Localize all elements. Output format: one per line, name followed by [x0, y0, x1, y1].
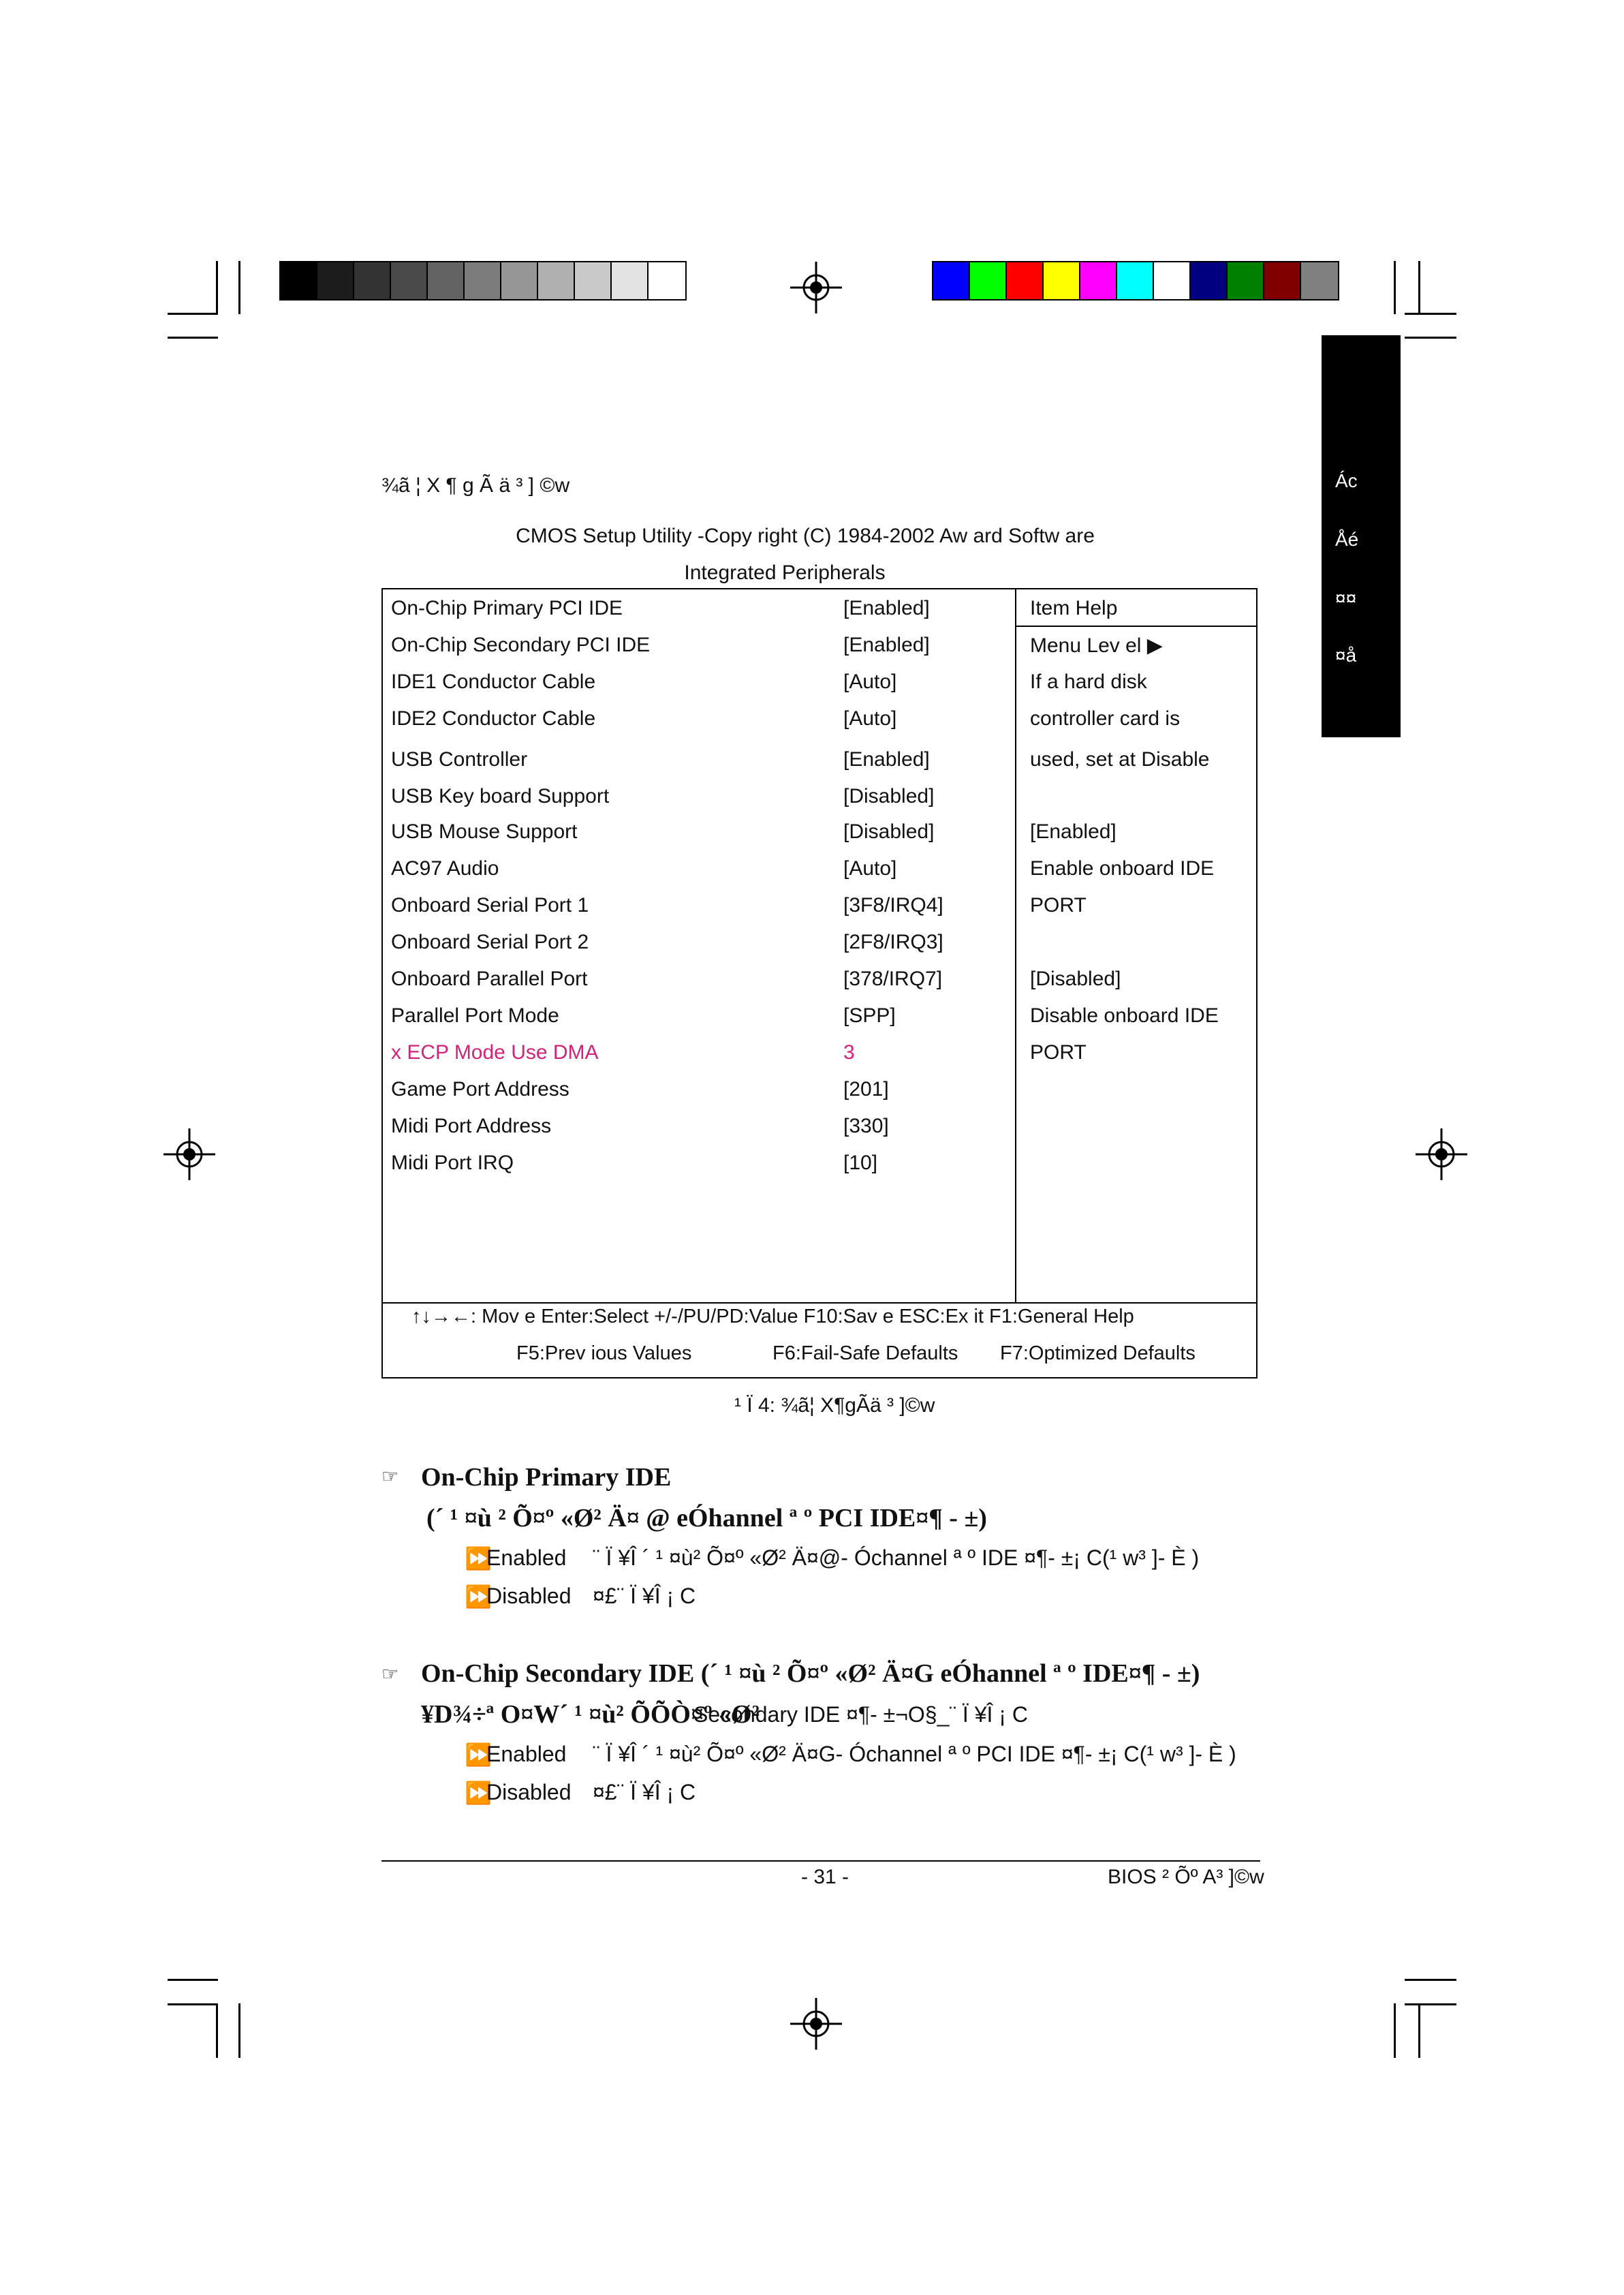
bios-item-value[interactable]: [201] [843, 1078, 889, 1100]
crop-mark [168, 1979, 218, 1981]
pointing-hand-icon: ☞ [381, 1466, 399, 1487]
registration-mark-icon [790, 1998, 842, 2050]
bios-item-label[interactable]: Onboard Serial Port 2 [391, 931, 589, 953]
color-swatch [575, 262, 612, 299]
crop-mark [1405, 1979, 1456, 1981]
item-help-title: Item Help [1030, 597, 1118, 619]
color-swatch [391, 262, 428, 299]
bios-item-label[interactable]: Onboard Parallel Port [391, 968, 588, 990]
crop-mark [1394, 261, 1396, 314]
side-tab-char: ¤¤ [1335, 587, 1357, 609]
crop-mark [216, 261, 218, 314]
color-swatch [428, 262, 465, 299]
bios-item-value[interactable]: [Disabled] [843, 785, 935, 807]
bios-item-value[interactable]: [Disabled] [843, 820, 935, 843]
crop-mark [168, 313, 218, 315]
bios-item-value[interactable]: [378/IRQ7] [843, 968, 943, 990]
footer-rule [381, 1860, 1260, 1862]
help-line: Disable onboard IDE [1030, 1004, 1219, 1027]
help-line: used, set at Disable [1030, 748, 1210, 771]
option-arrow-icon: ⏩ [465, 1546, 492, 1571]
color-swatch [612, 262, 649, 299]
bios-item-value[interactable]: [10] [843, 1152, 878, 1174]
bios-item-label[interactable]: Parallel Port Mode [391, 1004, 559, 1027]
grayscale-swatch-strip [279, 261, 687, 301]
help-line: Menu Lev el ▶ [1030, 634, 1163, 657]
color-swatch [281, 262, 317, 299]
bios-item-value[interactable]: [Auto] [843, 707, 897, 730]
bios-item-value[interactable]: [330] [843, 1115, 889, 1137]
section-subheading-secondary-ide-rest: Secondary IDE ¤¶- ±¬O§_¨ Ï ¥Î ¡ C [693, 1702, 1028, 1727]
bios-item-value[interactable]: [Enabled] [843, 634, 930, 656]
crop-mark [1418, 2003, 1420, 2058]
color-swatch [354, 262, 391, 299]
bios-item-label[interactable]: Midi Port Address [391, 1115, 552, 1137]
section-heading-secondary-ide: On-Chip Secondary IDE (´ ¹ ¤ù ² Õ¤º «Ø² Ä¤G eÓhannel ª º IDE¤¶ - ±) [421, 1659, 1200, 1688]
key-f5-previous-values: F5:Prev ious Values [516, 1342, 692, 1364]
bios-item-value[interactable]: [Enabled] [843, 597, 930, 619]
color-swatch [1080, 262, 1117, 299]
crop-mark [168, 2003, 218, 2005]
bios-item-value[interactable]: [Auto] [843, 857, 897, 880]
section-heading-primary-ide: On-Chip Primary IDE [421, 1463, 672, 1492]
color-swatch [1301, 262, 1338, 299]
color-swatch [317, 262, 354, 299]
bios-item-value[interactable]: [Auto] [843, 671, 897, 693]
color-swatch [501, 262, 538, 299]
bios-item-label[interactable]: Game Port Address [391, 1078, 569, 1100]
bios-item-value[interactable]: [2F8/IRQ3] [843, 931, 943, 953]
bios-item-label[interactable]: IDE1 Conductor Cable [391, 671, 596, 693]
crop-mark [216, 2003, 218, 2058]
help-line: PORT [1030, 1041, 1087, 1064]
option-description: ¨ Ï ¥Î ´ ¹ ¤ù² Õ¤º «Ø² Ä¤@- Óchannel ª º IDE ¤¶- ±¡ C(¹ w³ ]- È ) [593, 1545, 1200, 1570]
color-swatch [970, 262, 1007, 299]
help-line: If a hard disk [1030, 671, 1147, 693]
help-line: [Enabled] [1030, 820, 1116, 843]
option-description: ¤£¨ Ï ¥Î ¡ C [593, 1780, 696, 1804]
section-subheading-primary-ide: (´ ¹ ¤ù ² Õ¤º «Ø² Ä¤ @ eÓhannel ª º PCI IDE¤¶ - ±) [426, 1504, 987, 1532]
color-swatch [1264, 262, 1301, 299]
key-legend-line: ↑↓→←: Mov e Enter:Select +/-/PU/PD:Value F10:Sav e ESC:Ex it F1:General Help [411, 1306, 1134, 1327]
bios-item-label[interactable]: x ECP Mode Use DMA [391, 1041, 599, 1064]
option-name: Disabled [486, 1780, 572, 1804]
figure-caption: ¹ Ï 4: ¾ã¦ X¶gÃä ³ ]©w [734, 1394, 935, 1417]
footer-chapter-label: BIOS ² Õº A³ ]©w [1108, 1866, 1264, 1888]
registration-mark-icon [1416, 1128, 1467, 1180]
side-tab-char: Åé [1335, 529, 1359, 550]
help-divider [1015, 626, 1258, 627]
option-name: Disabled [486, 1584, 572, 1608]
help-line: Enable onboard IDE [1030, 857, 1215, 880]
bios-item-label[interactable]: USB Key board Support [391, 785, 610, 807]
bios-item-label[interactable]: Onboard Serial Port 1 [391, 894, 589, 917]
option-description: ¨ Ï ¥Î ´ ¹ ¤ù² Õ¤º «Ø² Ä¤G- Óchannel ª º PCI IDE ¤¶- ±¡ C(¹ w³ ]- È ) [593, 1742, 1236, 1766]
color-swatch [538, 262, 575, 299]
color-swatch [465, 262, 501, 299]
crop-mark [238, 2003, 240, 2058]
crop-mark [1405, 2003, 1456, 2005]
color-swatch [1154, 262, 1191, 299]
item-help-panel [1015, 588, 1258, 1302]
option-arrow-icon: ⏩ [465, 1584, 492, 1609]
bios-item-label[interactable]: AC97 Audio [391, 857, 499, 880]
bios-item-label[interactable]: On-Chip Secondary PCI IDE [391, 634, 651, 656]
bios-item-value[interactable]: [SPP] [843, 1004, 896, 1027]
crop-mark [1405, 313, 1456, 315]
side-tab-char: Ác [1335, 470, 1358, 491]
color-swatch [1007, 262, 1044, 299]
color-swatch [1117, 262, 1154, 299]
keys-divider [381, 1302, 1258, 1304]
bios-item-label[interactable]: USB Mouse Support [391, 820, 578, 843]
crop-mark [238, 261, 240, 314]
section-subheading-secondary-ide: ¥D¾÷ª O¤W´ ¹ ¤ù² ÕÕÒ¤º «Ø² [421, 1700, 760, 1729]
help-line: controller card is [1030, 707, 1181, 730]
bios-item-label[interactable]: USB Controller [391, 748, 528, 771]
color-swatch [1044, 262, 1080, 299]
bios-item-value[interactable]: 3 [843, 1041, 855, 1064]
bios-item-label[interactable]: Midi Port IRQ [391, 1152, 514, 1174]
bios-item-label[interactable]: On-Chip Primary PCI IDE [391, 597, 623, 619]
page-number: - 31 - [801, 1866, 849, 1888]
crop-mark [1394, 2003, 1396, 2058]
key-f7-optimized-defaults: F7:Optimized Defaults [1000, 1342, 1196, 1364]
help-line: PORT [1030, 894, 1087, 917]
color-swatch-strip [932, 261, 1339, 301]
side-tab-char: ¤å [1335, 645, 1357, 666]
color-swatch [933, 262, 970, 299]
color-swatch [1228, 262, 1264, 299]
bios-title: CMOS Setup Utility -Copy right (C) 1984-2002 Aw ard Softw are [516, 525, 1095, 547]
section-header-label: ¾ã ¦ X ¶ g Ã ä ³ ] ©w [381, 474, 570, 497]
crop-mark [1405, 337, 1456, 339]
registration-mark-icon [163, 1128, 215, 1180]
option-description: ¤£¨ Ï ¥Î ¡ C [593, 1584, 696, 1608]
option-arrow-icon: ⏩ [465, 1781, 492, 1805]
help-line: [Disabled] [1030, 968, 1121, 990]
bios-item-value[interactable]: [Enabled] [843, 748, 930, 771]
option-name: Enabled [486, 1545, 567, 1570]
bios-subtitle: Integrated Peripherals [684, 561, 886, 584]
color-swatch [649, 262, 685, 299]
pointing-hand-icon: ☞ [381, 1663, 399, 1684]
option-arrow-icon: ⏩ [465, 1742, 492, 1767]
crop-mark [1418, 261, 1420, 314]
key-f6-fail-safe-defaults: F6:Fail-Safe Defaults [772, 1342, 958, 1364]
color-swatch [1191, 262, 1228, 299]
crop-mark [168, 337, 218, 339]
bios-item-label[interactable]: IDE2 Conductor Cable [391, 707, 596, 730]
bios-item-value[interactable]: [3F8/IRQ4] [843, 894, 943, 917]
option-name: Enabled [486, 1742, 567, 1766]
registration-mark-icon [790, 262, 842, 313]
